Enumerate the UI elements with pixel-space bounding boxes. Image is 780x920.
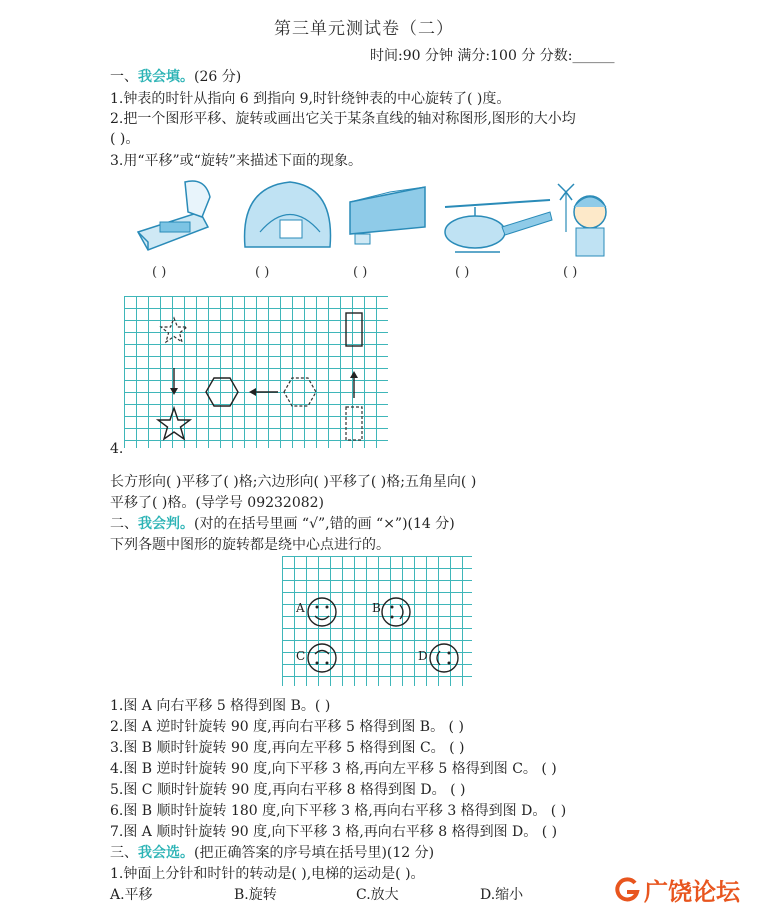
exam-meta: 时间:90 分钟 满分:100 分 分数:______ <box>370 48 615 64</box>
rectangle-dashed <box>346 407 362 440</box>
figure-label-a: A <box>296 601 305 615</box>
translation-grid <box>124 296 388 450</box>
figure-label-d: D <box>418 649 428 663</box>
figure-d-smiley <box>430 644 458 672</box>
judge-item-6: 6.图 B 顺时针旋转 180 度,向下平移 3 格,再向右平移 3 格得到图 D。 ( ) <box>110 803 567 819</box>
s1-question-4-line2: 平移了( )格。(导学号 09232082) <box>110 495 325 511</box>
s1-question-3: 3.用“平移”或“旋转”来描述下面的现象。 <box>110 153 362 169</box>
figure-c-smiley <box>308 644 336 672</box>
section-1-prefix: 一、 <box>110 69 138 85</box>
pic-answer-2[interactable]: ( ) <box>255 265 270 280</box>
s1-question-4-number: 4. <box>110 441 124 457</box>
s1-question-2-line1: 2.把一个图形平移、旋转或画出它关于某条直线的轴对称图形,图形的大小均 <box>110 111 576 127</box>
section-2-prefix: 二、 <box>110 516 138 532</box>
section-1-score: (26 分) <box>194 69 242 85</box>
rectangle-solid <box>346 313 362 346</box>
s1-question-1: 1.钟表的时针从指向 6 到指向 9,时针绕钟表的中心旋转了( )度。 <box>110 91 511 107</box>
q3-illustrations <box>130 172 630 267</box>
watermark-logo-icon <box>614 877 640 903</box>
section-2-score: (对的在括号里画 “√”,错的画 “×”)(14 分) <box>194 516 455 532</box>
section-2-intro: 下列各题中图形的旋转都是绕中心点进行的。 <box>110 537 390 553</box>
s3-option-b: B.旋转 <box>234 887 277 903</box>
judge-item-2: 2.图 A 逆时针旋转 90 度,再向右平移 5 格得到图 B。 ( ) <box>110 719 464 735</box>
drawer-slide-illustration <box>350 187 425 244</box>
judge-item-4: 4.图 B 逆时针旋转 90 度,向下平移 3 格,再向左平移 5 格得到图 C。 ( ) <box>110 761 557 777</box>
pic-answer-5[interactable]: ( ) <box>563 265 578 280</box>
star-dashed <box>161 318 187 342</box>
judge-item-1: 1.图 A 向右平移 5 格得到图 B。( ) <box>110 698 331 714</box>
figure-a-smiley <box>308 598 336 626</box>
dome-rotation-illustration <box>245 182 331 247</box>
drawer-push-illustration <box>138 181 210 250</box>
section-3-score: (把正确答案的序号填在括号里)(12 分) <box>194 845 435 861</box>
section-2-heading <box>110 515 455 533</box>
star-solid <box>158 408 190 439</box>
figure-b-smiley <box>382 598 410 626</box>
pic-answer-4[interactable]: ( ) <box>455 265 470 280</box>
pic-answer-1[interactable]: ( ) <box>152 265 167 280</box>
s3-option-a: A.平移 <box>110 887 153 903</box>
section-1-title: 我会填。 <box>138 69 194 85</box>
section-2-title: 我会判。 <box>138 516 194 532</box>
s1-question-2-line2: ( )。 <box>110 131 140 147</box>
section-1-heading <box>110 68 241 86</box>
pic-answer-3[interactable]: ( ) <box>353 265 368 280</box>
site-watermark <box>614 872 740 907</box>
figure-label-b: B <box>372 601 381 615</box>
s1-question-4-line1: 长方形向( )平移了( )格;六边形向( )平移了( )格;五角星向( ) <box>110 474 477 490</box>
helicopter-illustration <box>445 200 552 252</box>
s3-question-1: 1.钟面上分针和时针的转动是( ),电梯的运动是( )。 <box>110 866 425 882</box>
grid-lines <box>124 296 388 448</box>
s3-option-d: D.缩小 <box>480 887 524 903</box>
section-3-heading <box>110 844 434 862</box>
judge-item-3: 3.图 B 顺时针旋转 90 度,再向左平移 5 格得到图 C。 ( ) <box>110 740 465 756</box>
judge-item-7: 7.图 A 顺时针旋转 90 度,向下平移 3 格,再向右平移 8 格得到图 D。 ( ) <box>110 824 558 840</box>
watermark-text: 广饶论坛 <box>644 878 740 906</box>
s3-option-c: C.放大 <box>356 887 399 903</box>
pinwheel-kid-illustration <box>558 184 606 256</box>
section-3-title: 我会选。 <box>138 845 194 861</box>
judge-item-5: 5.图 C 顺时针旋转 90 度,再向右平移 8 格得到图 D。 ( ) <box>110 782 466 798</box>
rotation-grid <box>282 556 474 688</box>
section-3-prefix: 三、 <box>110 845 138 861</box>
page-title: 第三单元测试卷（二） <box>274 19 454 39</box>
figure-label-c: C <box>296 649 306 663</box>
